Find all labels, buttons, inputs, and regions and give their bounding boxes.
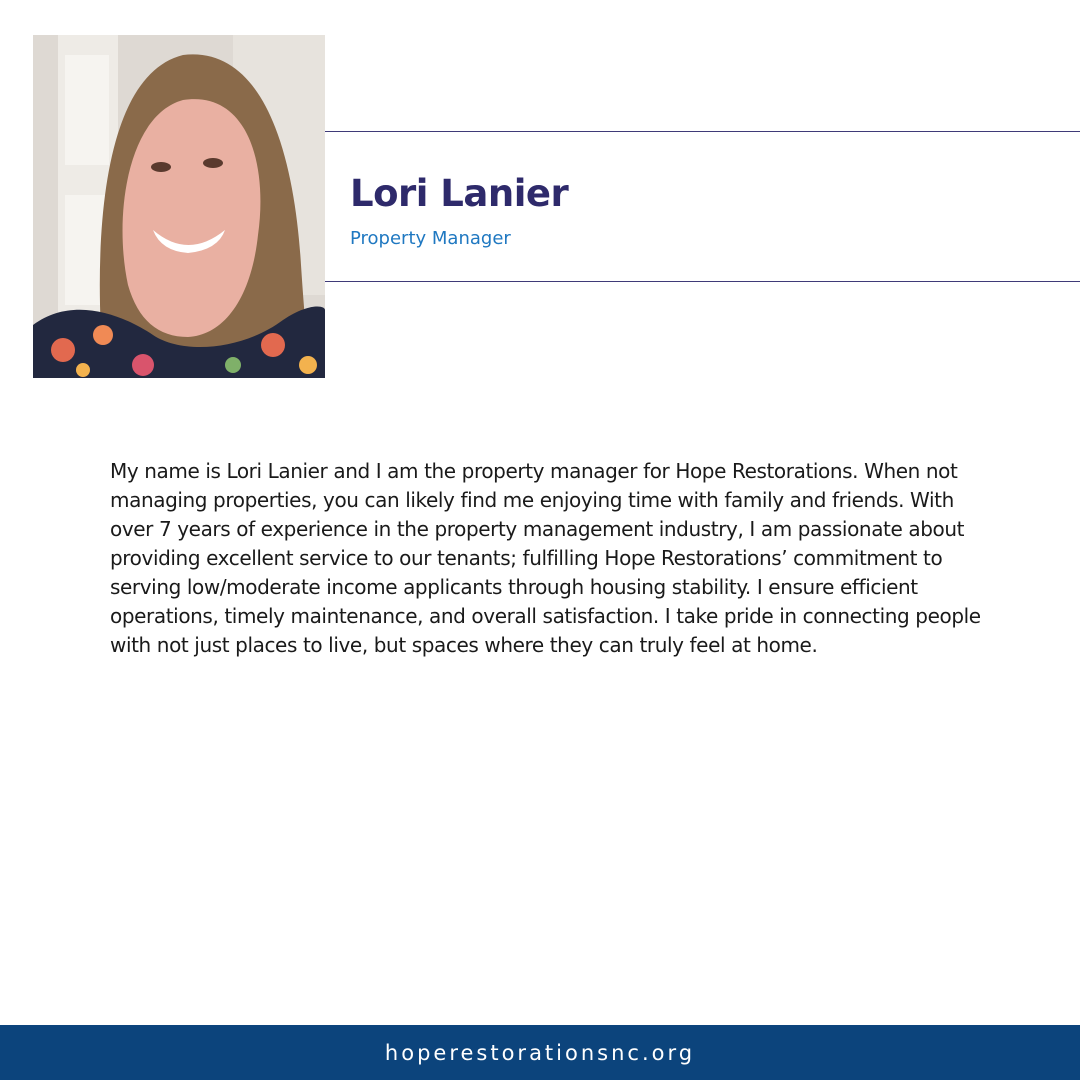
profile-photo xyxy=(33,35,325,378)
profile-bio: My name is Lori Lanier and I am the property manager for Hope Restorations. When not managing properties, you can likely find me enjoying time with family and friends. With over 7 years of experience in the property management industry, I am passionate about providing excellent service to our tenants; fulfilling Hope Restorations’ commitment to serving low/moderate income applicants through housing stability. I ensure efficient operations, timely maintenance, and overall satisfaction. I take pride in connecting people with not just places to live, but spaces where they can truly feel at home. xyxy=(110,459,981,657)
profile-title: Property Manager xyxy=(350,228,511,249)
website-link[interactable]: hoperestorationsnc.org xyxy=(384,1040,696,1065)
footer-bar xyxy=(0,1025,1080,1080)
portrait-image xyxy=(33,35,325,378)
header-rule-top xyxy=(325,131,1080,132)
header-rule-bottom xyxy=(325,281,1080,282)
profile-name: Lori Lanier xyxy=(350,172,569,215)
